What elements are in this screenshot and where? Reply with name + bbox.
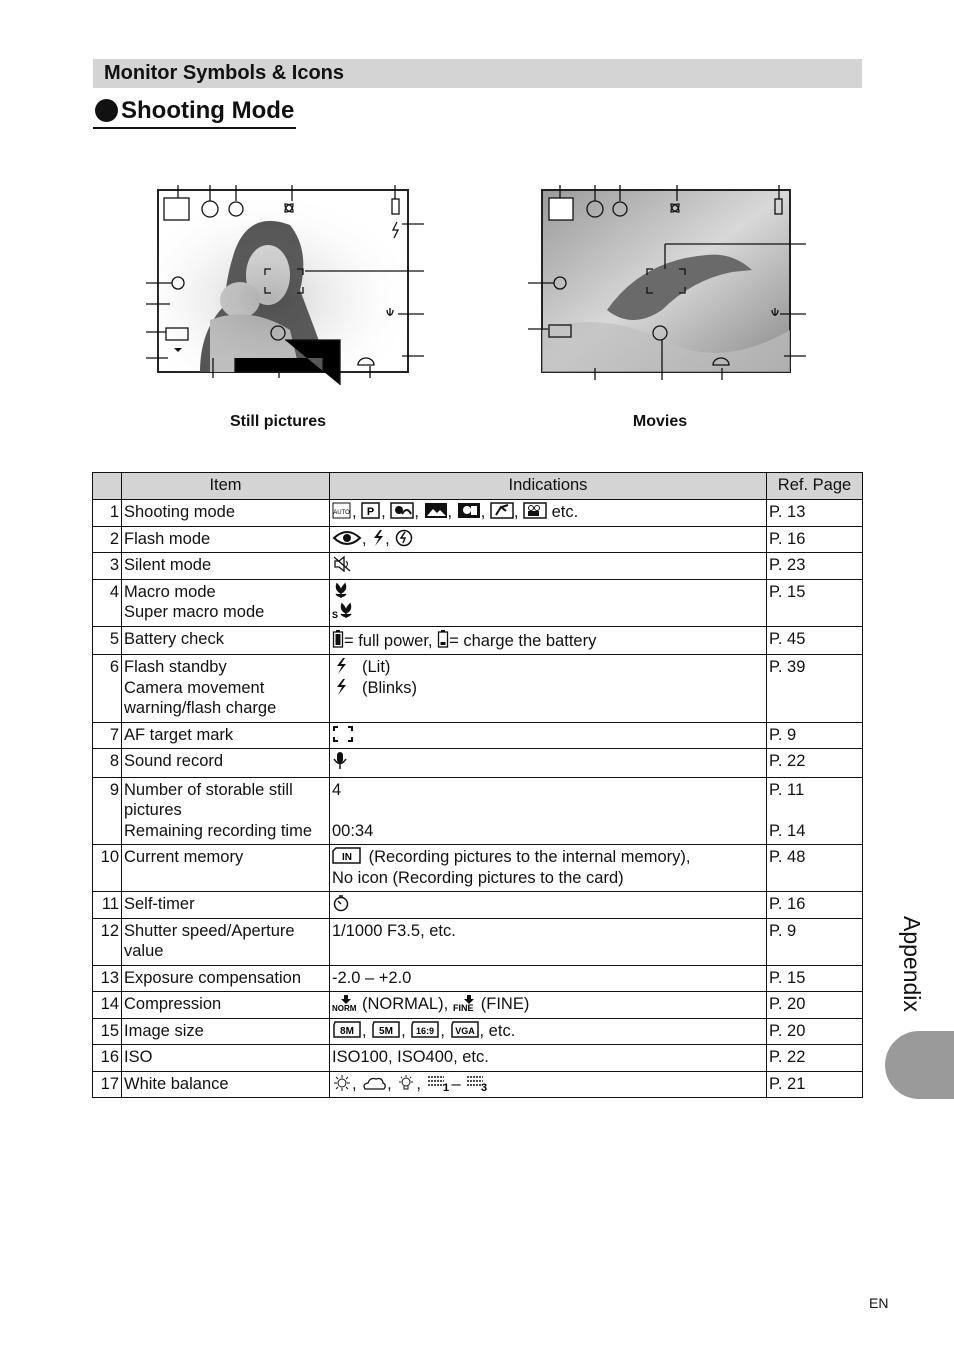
svg-text:S: S <box>332 610 339 620</box>
mode-title <box>93 97 296 129</box>
section-header-bar <box>93 59 862 88</box>
item-line: Shutter speed/Aperture <box>124 921 295 940</box>
appendix-tab <box>885 1031 954 1099</box>
table-row <box>93 1018 863 1045</box>
sunny-wb-icon <box>332 1074 352 1092</box>
tungsten-wb-icon <box>396 1074 416 1092</box>
language-label: EN <box>869 1295 889 1311</box>
row-ref: P. 16 <box>767 526 863 553</box>
item-line: warning/flash charge <box>124 699 277 717</box>
row-indications <box>330 722 767 749</box>
macro-label: Macro mode <box>124 582 216 601</box>
normal-compression-icon <box>332 994 362 1012</box>
row-ref: P. 20 <box>767 992 863 1019</box>
row-item: Shooting mode <box>122 500 330 527</box>
row-num: 6 <box>93 655 122 723</box>
size-8m-icon <box>332 1021 362 1039</box>
row-num: 9 <box>93 777 122 845</box>
row-item: ISO <box>122 1045 330 1072</box>
svg-text:P: P <box>367 506 375 518</box>
row-item: Image size <box>122 1018 330 1045</box>
internal-memory-text: (Recording pictures to the internal memory), <box>368 848 691 866</box>
landscape-scene-icon <box>424 502 448 520</box>
item-line: Camera movement <box>124 678 265 697</box>
row-indications <box>330 626 767 655</box>
red-eye-flash-icon <box>332 529 362 547</box>
size-5m-icon <box>371 1021 401 1039</box>
size-16-9-icon <box>410 1021 440 1039</box>
row-num: 13 <box>93 965 122 992</box>
item-line: Remaining recording time <box>124 821 313 840</box>
row-item: Self-timer <box>122 892 330 919</box>
row-item: Exposure compensation <box>122 965 330 992</box>
still-caption: Still pictures <box>229 413 327 430</box>
row-num: 4 <box>93 579 122 626</box>
super-macro-icon <box>332 602 354 620</box>
ref-line: P. 14 <box>769 821 806 840</box>
ref-line: P. 11 <box>769 780 805 799</box>
charge-text: = charge the battery <box>449 631 597 650</box>
svg-text:1: 1 <box>442 1081 449 1092</box>
row-indications <box>330 553 767 580</box>
svg-text:5M: 5M <box>379 1025 394 1037</box>
table-row <box>93 579 863 626</box>
table-row <box>93 722 863 749</box>
range-dash: – <box>451 1074 461 1093</box>
svg-text:AUTO: AUTO <box>333 510 350 516</box>
blinks-text: (Blinks) <box>362 678 418 697</box>
row-indications: 8M , 5M , 16:9 , VGA , etc. <box>330 1018 767 1045</box>
row-ref: P. 16 <box>767 892 863 919</box>
row-ref: P. 23 <box>767 553 863 580</box>
auto-mode-icon <box>332 502 352 520</box>
row-indications <box>330 992 767 1019</box>
svg-text:8M: 8M <box>340 1025 354 1037</box>
program-mode-icon <box>361 502 381 520</box>
svg-text:3: 3 <box>481 1081 488 1092</box>
row-num: 14 <box>93 992 122 1019</box>
row-ref: P. 22 <box>767 749 863 778</box>
row-ref: P. 48 <box>767 845 863 892</box>
row-indications <box>330 655 767 723</box>
row-num: 12 <box>93 918 122 965</box>
table-row <box>93 918 863 965</box>
row-item <box>122 655 330 723</box>
fill-in-flash-icon <box>371 529 385 547</box>
svg-text:FINE: FINE <box>452 1003 474 1012</box>
internal-memory-icon <box>332 847 364 865</box>
row-indications: , , <box>330 526 767 553</box>
normal-text: (NORMAL), <box>362 995 449 1013</box>
row-indications <box>330 892 767 919</box>
movie-diagram <box>522 180 812 390</box>
etc-text: etc. <box>551 503 579 521</box>
remaining-time-value: 00:34 <box>332 821 374 840</box>
appendix-label: Appendix <box>899 916 925 1012</box>
af-target-icon <box>332 725 354 743</box>
portrait-scene-icon <box>390 502 414 520</box>
row-item <box>122 579 330 626</box>
fluorescent-1-icon <box>426 1074 452 1092</box>
row-ref: P. 13 <box>767 500 863 527</box>
header-item: Item <box>122 473 330 500</box>
row-ref: P. 9 <box>767 722 863 749</box>
row-item: Silent mode <box>122 553 330 580</box>
row-num: 3 <box>93 553 122 580</box>
macro-icon <box>332 582 350 600</box>
row-item: White balance <box>122 1071 330 1098</box>
row-num: 17 <box>93 1071 122 1098</box>
table-header-row <box>93 473 863 500</box>
header-num <box>93 473 122 500</box>
still-picture-diagram <box>140 180 430 390</box>
table-row <box>93 749 863 778</box>
table-row <box>93 1071 863 1098</box>
row-ref: P. 21 <box>767 1071 863 1098</box>
table-row <box>93 655 863 723</box>
storable-value: 4 <box>332 780 342 799</box>
table-row <box>93 553 863 580</box>
row-num: 1 <box>93 500 122 527</box>
super-macro-label: Super macro mode <box>124 603 265 621</box>
section-title: Monitor Symbols & Icons <box>104 62 345 84</box>
row-item <box>122 918 330 965</box>
svg-text:16:9: 16:9 <box>416 1025 435 1036</box>
flash-lit-icon <box>332 657 362 675</box>
self-timer-icon <box>332 894 350 912</box>
row-num: 8 <box>93 749 122 778</box>
table-row <box>93 526 863 553</box>
flash-blink-icon <box>332 678 362 696</box>
row-ref: P. 39 <box>767 655 863 723</box>
bullet-icon <box>95 99 118 122</box>
row-item: Sound record <box>122 749 330 778</box>
table-row <box>93 965 863 992</box>
table-row <box>93 777 863 845</box>
row-indications: ISO100, ISO400, etc. <box>330 1045 767 1072</box>
row-indications <box>330 777 767 845</box>
header-indications: Indications <box>330 473 767 500</box>
card-text: No icon (Recording pictures to the card) <box>332 868 624 887</box>
mode-title-text: Shooting Mode <box>121 97 295 124</box>
row-indications: AUTO , P , , , , , etc. <box>330 500 767 527</box>
table-row <box>93 626 863 655</box>
item-line: Number of storable still <box>124 780 293 799</box>
svg-text:VGA: VGA <box>454 1025 475 1036</box>
battery-full-icon <box>332 629 344 649</box>
mother-baby-photo <box>158 190 408 372</box>
battery-low-icon <box>437 629 449 649</box>
row-item: Flash mode <box>122 526 330 553</box>
fluorescent-3-icon <box>465 1074 491 1092</box>
fine-compression-icon <box>453 994 481 1012</box>
row-num: 16 <box>93 1045 122 1072</box>
silent-mode-icon <box>332 555 352 573</box>
row-ref: P. 15 <box>767 579 863 626</box>
monitor-symbols-table <box>92 472 863 1098</box>
table-row <box>93 992 863 1019</box>
row-ref: P. 20 <box>767 1018 863 1045</box>
night-portrait-icon <box>457 502 481 520</box>
cloudy-wb-icon <box>361 1074 387 1092</box>
sport-scene-icon <box>490 502 514 520</box>
table-row <box>93 892 863 919</box>
row-indications: -2.0 – +2.0 <box>330 965 767 992</box>
row-item: Battery check <box>122 626 330 655</box>
row-indications <box>330 749 767 778</box>
full-power-text: = full power, <box>344 631 433 650</box>
table-row <box>93 845 863 892</box>
microphone-icon <box>332 751 348 771</box>
size-vga-icon <box>450 1021 480 1039</box>
row-num: 5 <box>93 626 122 655</box>
header-ref: Ref. Page <box>767 473 863 500</box>
row-item: AF target mark <box>122 722 330 749</box>
svg-text:IN: IN <box>342 852 352 863</box>
row-num: 15 <box>93 1018 122 1045</box>
row-ref: P. 22 <box>767 1045 863 1072</box>
movie-mode-icon <box>523 502 547 520</box>
row-indications: 1/1000 F3.5, etc. <box>330 918 767 965</box>
lit-text: (Lit) <box>362 658 391 676</box>
row-item: Compression <box>122 992 330 1019</box>
movie-caption: Movies <box>632 413 688 430</box>
row-ref <box>767 777 863 845</box>
item-line: value <box>124 942 164 960</box>
row-item <box>122 777 330 845</box>
item-line: Flash standby <box>124 658 227 676</box>
table-row <box>93 1045 863 1072</box>
flash-off-icon <box>394 529 414 547</box>
row-num: 2 <box>93 526 122 553</box>
row-ref: P. 15 <box>767 965 863 992</box>
row-num: 11 <box>93 892 122 919</box>
row-ref: P. 9 <box>767 918 863 965</box>
row-num: 7 <box>93 722 122 749</box>
row-item: Current memory <box>122 845 330 892</box>
svg-text:NORM: NORM <box>332 1004 357 1012</box>
item-line: pictures <box>124 801 182 819</box>
row-indications: , , , 1 – 3 <box>330 1071 767 1098</box>
row-indications <box>330 845 767 892</box>
row-ref: P. 45 <box>767 626 863 655</box>
row-indications <box>330 579 767 626</box>
row-num: 10 <box>93 845 122 892</box>
fine-text: (FINE) <box>480 995 530 1013</box>
etc-text: , etc. <box>479 1021 516 1040</box>
table-row <box>93 500 863 527</box>
